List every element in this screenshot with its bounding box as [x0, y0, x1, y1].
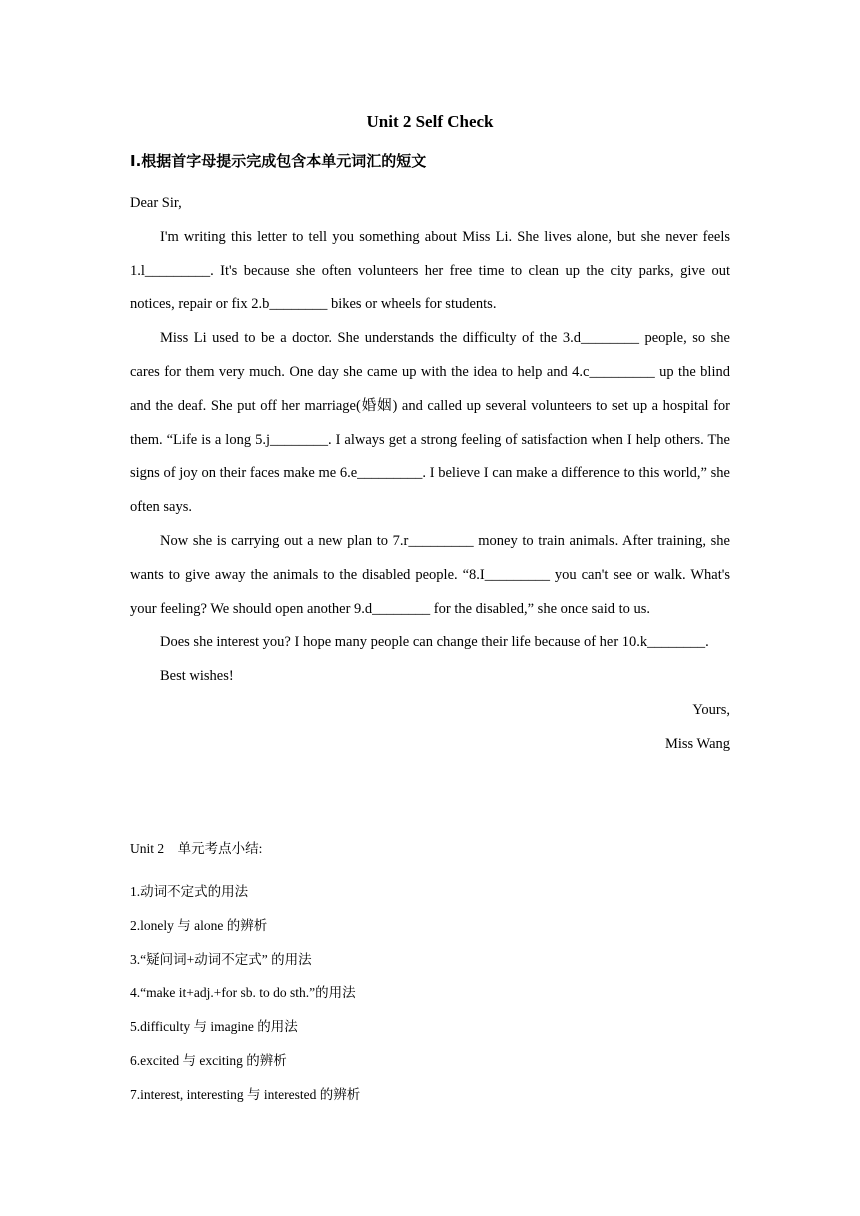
letter-paragraph: Does she interest you? I hope many people can change their life because of her 10.k________. [160, 634, 709, 651]
summary-item: 3.“疑问词+动词不定式” 的用法 [130, 951, 312, 967]
summary-item: 7.interest, interesting 与 interested 的辨析 [130, 1086, 361, 1102]
letter-greeting: Dear Sir, [130, 195, 182, 211]
letter-closing: Yours, [692, 701, 730, 718]
letter-sign-off: Best wishes! [160, 668, 234, 685]
summary-item: 6.excited 与 exciting 的辨析 [130, 1052, 287, 1068]
letter-paragraph: Miss Li used to be a doctor. She understands the difficulty of the 3.d________ people, so she cares for them very much. One day she came up with the idea to help and 4.c_________ up the blind and the deaf. She put off her marriage(婚姻) and called up several volunteers to set up a hospital for them. “Life is a long 5.j________. I always get a strong feeling of satisfaction when I help others. The signs of joy on their faces make me 6.e_________. I believe I can make a difference to this world,” she often says. [130, 330, 730, 516]
document-title: Unit 2 Self Check [366, 112, 494, 131]
summary-item: 1.动词不定式的用法 [130, 884, 249, 899]
letter-signature: Miss Wang [664, 735, 730, 752]
letter [130, 187, 730, 762]
letter-paragraph: Now she is carrying out a new plan to 7.r_________ money to train animals. After training, she wants to give away the animals to the disabled people. “8.I_________ you can't see or walk. What's your feeling? We should open another 9.d________ for the disabled,” she once said to us. [130, 532, 730, 617]
section-heading: I.根据首字母提示完成包含本单元词汇的短文 [130, 152, 427, 170]
summary-title: Unit 2 单元考点小结: [130, 841, 263, 856]
letter-paragraph: I'm writing this letter to tell you something about Miss Li. She lives alone, but she never feels 1.l_________. It's because she often volunteers her free time to clean up the city parks, give out notices, repair or fix 2.b________ bikes or wheels for students. [130, 228, 730, 313]
summary-item: 5.difficulty 与 imagine 的用法 [130, 1019, 298, 1035]
summary-list [130, 875, 730, 1112]
summary-item: 2.lonely 与 alone 的辨析 [130, 917, 268, 933]
summary-item: 4.“make it+adj.+for sb. to do sth.”的用法 [130, 985, 356, 1001]
